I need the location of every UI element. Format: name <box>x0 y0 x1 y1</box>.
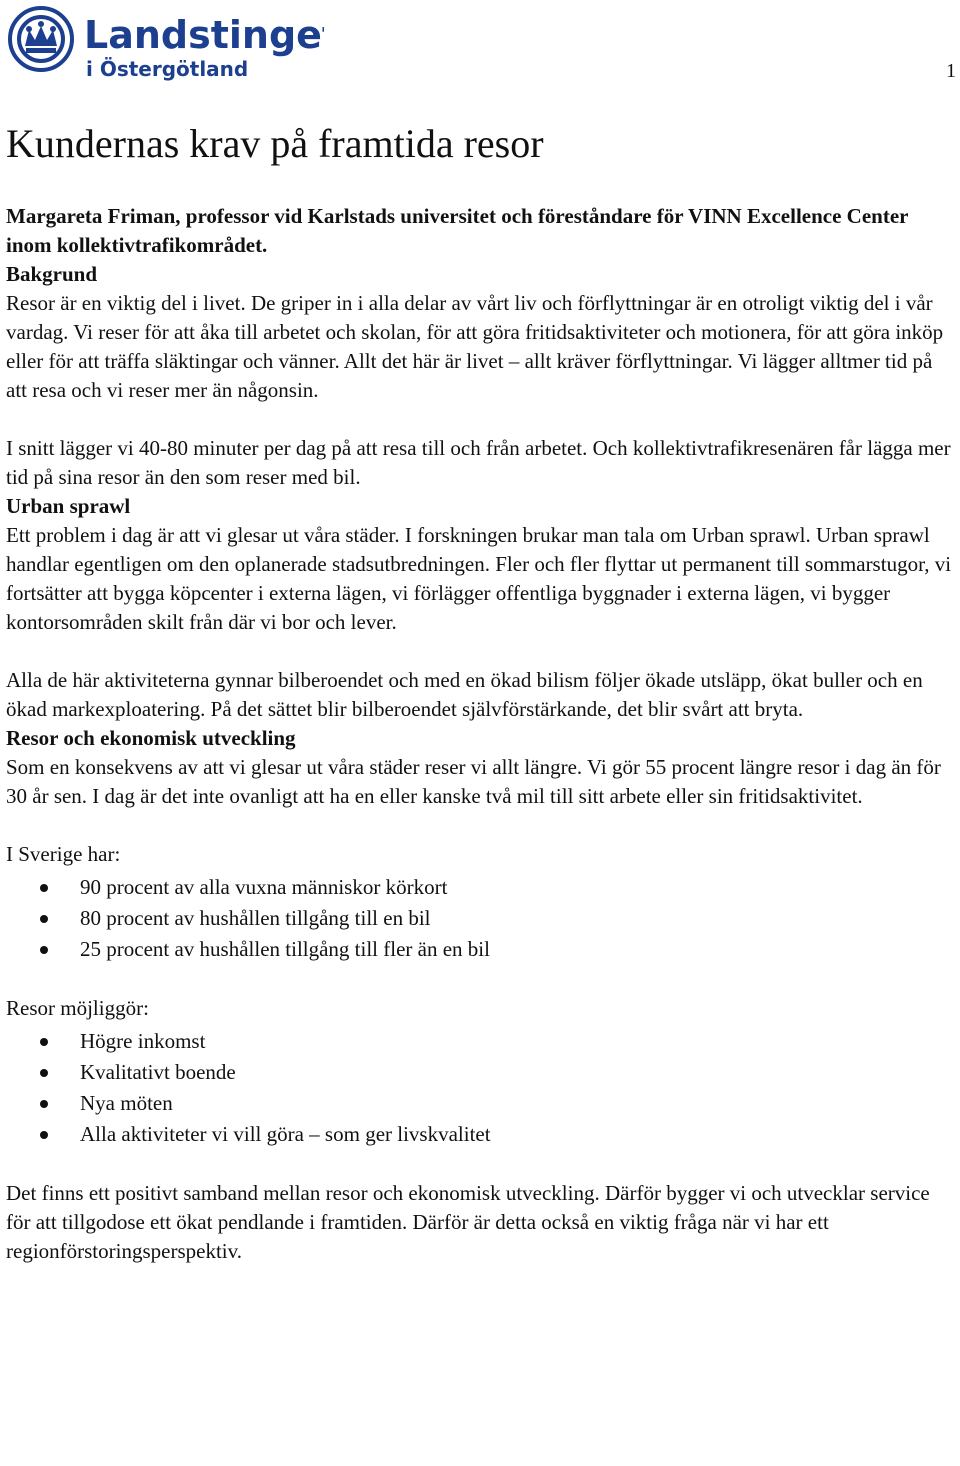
bullet-icon <box>40 946 48 954</box>
list-item <box>6 1088 958 1119</box>
logo-line-1: Landstinget <box>84 13 324 57</box>
page-number: 1 <box>946 60 956 82</box>
author-line: Margareta Friman, professor vid Karlstads universitet och föreståndare för VINN Excellence Center inom kollektivtrafikområdet. <box>6 204 909 257</box>
paragraph-bakgrund-2: I snitt lägger vi 40-80 minuter per dag på att resa till och från arbetet. Och kollektivtrafikresenären får lägga mer tid på sina resor än den som reser med bil. <box>6 436 951 489</box>
list-item <box>6 872 958 903</box>
section-heading-urban-sprawl: Urban sprawl <box>6 494 131 518</box>
bullet-list-sverige <box>6 872 958 965</box>
list-item <box>6 1026 958 1057</box>
document-body <box>6 118 958 1266</box>
paragraph-urban-2: Alla de här aktiviteterna gynnar bilberoendet och med en ökad bilism följer ökade utsläpp, ökat buller och en ökad markexploatering. På det sättet blir bilberoendet självförstärkande, det blir svårt att bryta. <box>6 668 923 721</box>
list-item-text: Alla aktiviteter vi vill göra – som ger livskvalitet <box>80 1122 491 1146</box>
list-item <box>6 1119 958 1150</box>
bullet-icon <box>40 1069 48 1077</box>
logo-line-2: i Östergötland <box>86 57 249 81</box>
list-item <box>6 934 958 965</box>
list-item-text: Högre inkomst <box>80 1029 206 1053</box>
bullet-icon <box>40 1131 48 1139</box>
crown-emblem-icon <box>4 2 324 84</box>
paragraph-bakgrund-1: Resor är en viktig del i livet. De griper in i alla delar av vårt liv och förflyttningar är en otroligt viktig del i vår vardag. Vi reser för att åka till arbetet och skolan, för att göra fritidsaktiviteter och motionera, för att göra inköp eller för att träffa släktingar och vänner. Allt det här är livet – allt kräver förflyttningar. Vi lägger alltmer tid på att resa och vi reser mer än någonsin. <box>6 291 944 402</box>
section-heading-resor: Resor och ekonomisk utveckling <box>6 726 296 750</box>
list-item <box>6 1057 958 1088</box>
bullet-icon <box>40 884 48 892</box>
list-item-text: Nya möten <box>80 1091 173 1115</box>
bullet-list-mojliggor <box>6 1026 958 1150</box>
list-item <box>6 903 958 934</box>
bullet-icon <box>40 915 48 923</box>
list-item-text: 25 procent av hushållen tillgång till fler än en bil <box>80 937 490 961</box>
organization-logo <box>4 2 324 84</box>
section-heading-bakgrund: Bakgrund <box>6 262 98 286</box>
paragraph-final: Det finns ett positivt samband mellan resor och ekonomisk utveckling. Därför bygger vi och utvecklar service för att tillgodose ett ökat pendlande i framtiden. Därför är detta också en viktig fråga när vi har ett regionförstoringsperspektiv. <box>6 1181 930 1263</box>
list-intro-sverige: I Sverige har: <box>6 842 121 866</box>
paragraph-resor-1: Som en konsekvens av att vi glesar ut våra städer reser vi allt längre. Vi gör 55 procent längre resor i dag än för 30 år sen. I dag är det inte ovanligt att ha en eller kanske två mil till sitt arbete eller sin fritidsaktivitet. <box>6 755 941 808</box>
list-intro-mojliggor: Resor möjliggör: <box>6 996 149 1020</box>
list-item-text: Kvalitativt boende <box>80 1060 236 1084</box>
document-title: Kundernas krav på framtida resor <box>6 121 544 166</box>
paragraph-urban-1: Ett problem i dag är att vi glesar ut våra städer. I forskningen brukar man tala om Urban sprawl. Urban sprawl handlar egentligen om den oplanerade stadsutbredningen. Fler och fler flyttar ut permanent till sommarstugor, vi fortsätter att bygga köpcenter i externa lägen, vi förlägger offentliga byggnader i externa lägen, vi bygger kontorsområden skilt från där vi bor och lever. <box>6 523 952 634</box>
list-item-text: 80 procent av hushållen tillgång till en bil <box>80 906 431 930</box>
list-item-text: 90 procent av alla vuxna människor körkort <box>80 875 448 899</box>
bullet-icon <box>40 1038 48 1046</box>
bullet-icon <box>40 1100 48 1108</box>
